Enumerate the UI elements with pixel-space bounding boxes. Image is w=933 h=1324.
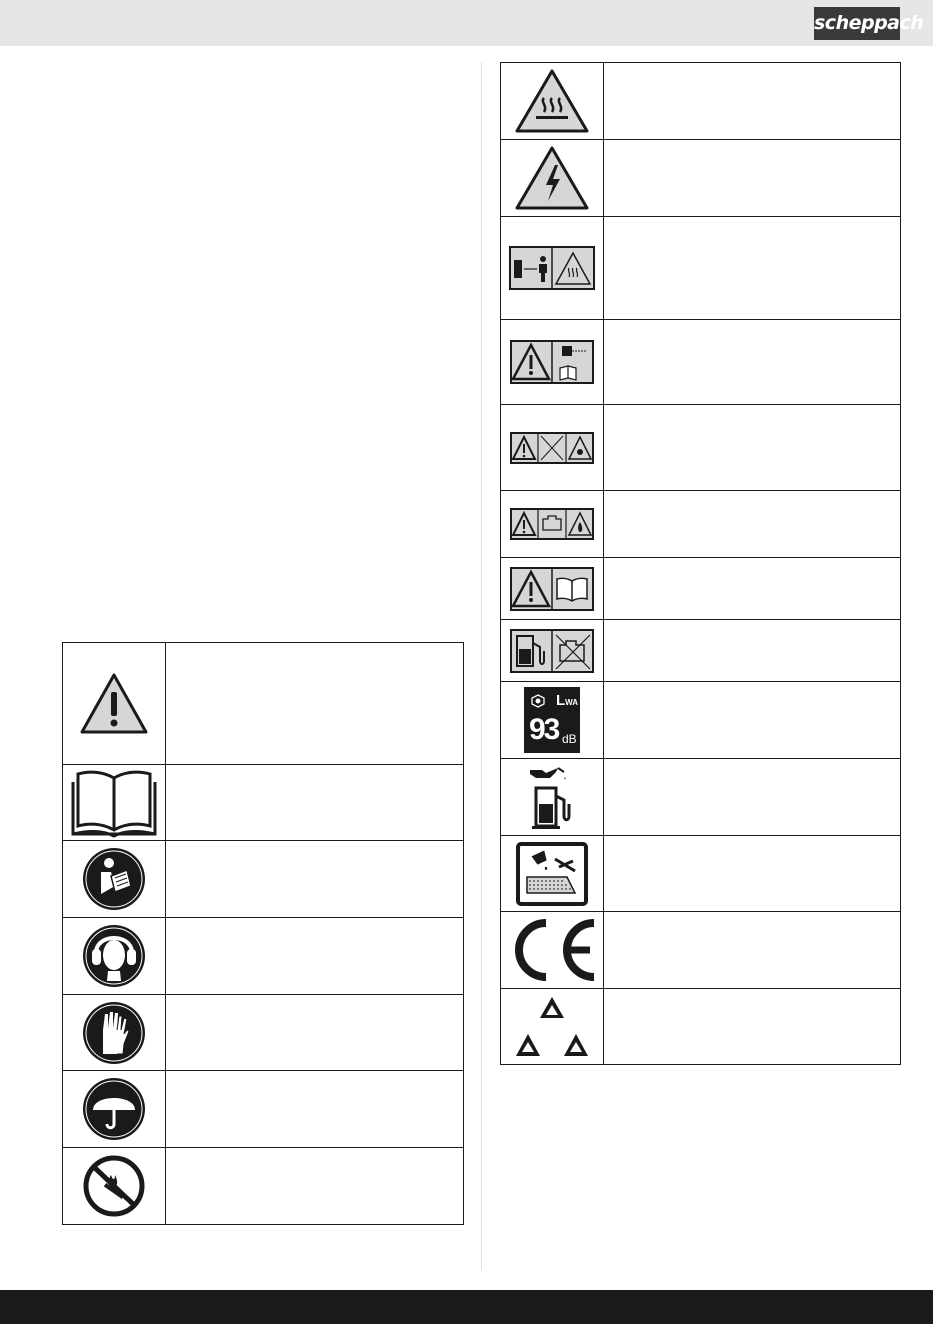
description-cell xyxy=(166,918,464,995)
description-cell xyxy=(166,1071,464,1148)
description-cell xyxy=(604,620,901,682)
table-row xyxy=(501,405,901,491)
table-row xyxy=(63,1071,464,1148)
description-cell xyxy=(604,405,901,491)
footer-bar xyxy=(0,1290,933,1324)
description-cell xyxy=(166,995,464,1071)
electric-shock-warning-icon xyxy=(514,145,590,211)
protective-gloves-icon xyxy=(81,1000,147,1066)
table-row xyxy=(501,620,901,682)
table-row xyxy=(501,836,901,912)
sound-symbol: LWA xyxy=(556,692,579,709)
table-row xyxy=(63,918,464,995)
description-cell xyxy=(604,836,901,912)
read-manual-book-icon xyxy=(70,768,158,838)
table-row xyxy=(501,63,901,140)
description-cell xyxy=(604,140,901,217)
description-cell xyxy=(604,217,901,320)
table-row xyxy=(501,912,901,989)
sound-level-unit: dB xyxy=(562,732,577,746)
warning-triangle-icon xyxy=(79,672,149,736)
symbol-table-left xyxy=(62,642,464,1225)
table-row xyxy=(63,841,464,918)
recycling-triangle-icon xyxy=(514,994,590,1060)
speaker-icon xyxy=(530,693,546,709)
warning-read-manual-icon xyxy=(510,567,594,611)
oil-fuel-mixture-icon xyxy=(522,764,582,830)
description-cell xyxy=(604,682,901,759)
sound-level-value: 93 xyxy=(529,713,559,746)
table-row xyxy=(501,558,901,620)
description-cell xyxy=(604,320,901,405)
no-open-flame-icon xyxy=(81,1153,147,1219)
symbol-table-right xyxy=(500,62,901,1065)
table-row xyxy=(501,682,901,759)
description-cell xyxy=(166,643,464,765)
warning-manual-sign-icon xyxy=(510,340,594,384)
table-row xyxy=(63,643,464,765)
column-divider xyxy=(481,62,482,1270)
table-row xyxy=(501,759,901,836)
description-cell xyxy=(604,759,901,836)
hot-surface-warning-icon xyxy=(514,68,590,134)
oil-ground-disposal-icon xyxy=(515,841,589,907)
keep-dry-umbrella-icon xyxy=(81,1076,147,1142)
header-bar xyxy=(0,0,933,46)
table-row xyxy=(63,765,464,841)
description-cell xyxy=(604,558,901,620)
fuel-no-engine-icon xyxy=(510,629,594,673)
ce-mark-icon xyxy=(504,915,600,985)
table-row xyxy=(501,217,901,320)
warning-no-exposure-icon xyxy=(510,432,594,464)
hearing-protection-icon xyxy=(81,923,147,989)
description-cell xyxy=(604,912,901,989)
table-row xyxy=(501,320,901,405)
description-cell xyxy=(166,765,464,841)
warning-engine-fire-icon xyxy=(510,508,594,540)
table-row xyxy=(501,491,901,558)
table-row xyxy=(63,995,464,1071)
keep-distance-hot-icon xyxy=(509,246,595,290)
description-cell xyxy=(604,491,901,558)
table-row xyxy=(63,1148,464,1225)
description-cell xyxy=(166,841,464,918)
sound-power-level-icon xyxy=(524,687,580,753)
table-row xyxy=(501,140,901,217)
table-row xyxy=(501,989,901,1065)
description-cell xyxy=(604,989,901,1065)
read-manual-mandatory-icon xyxy=(81,846,147,912)
description-cell xyxy=(604,63,901,140)
brand-logo: scheppach xyxy=(814,7,900,40)
description-cell xyxy=(166,1148,464,1225)
